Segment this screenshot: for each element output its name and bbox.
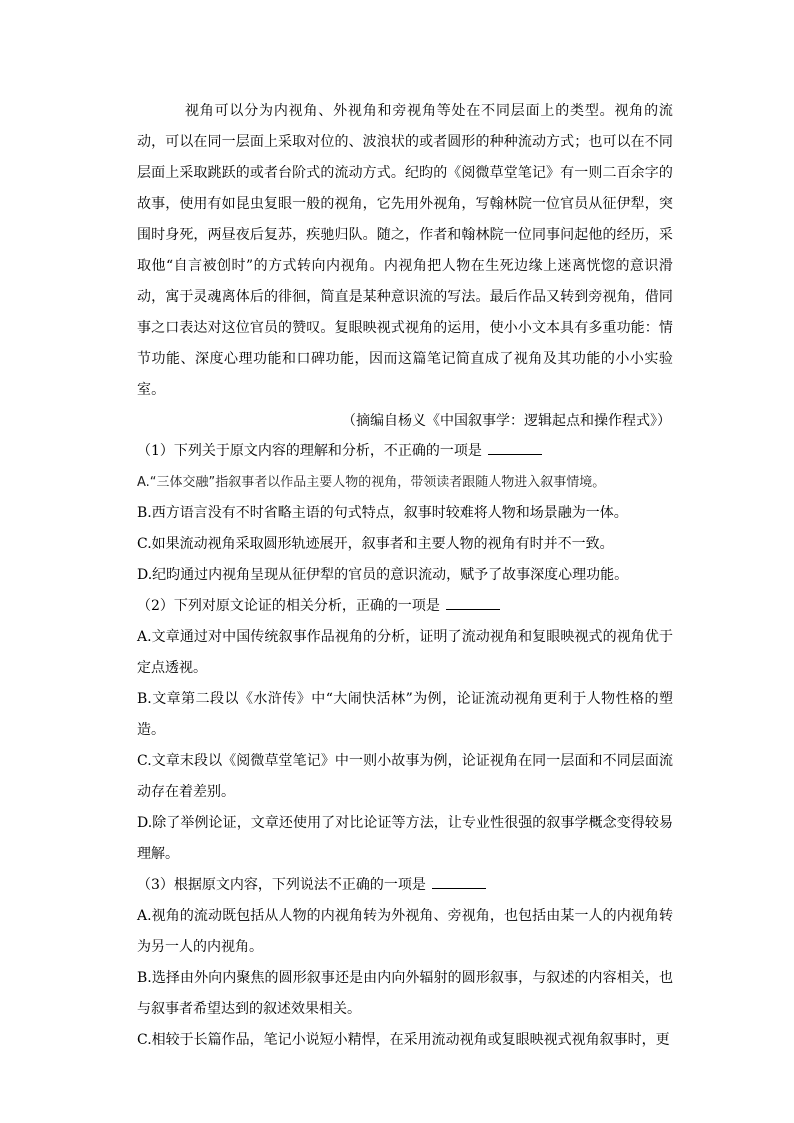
question-1-option-c: C.如果流动视角采取圆形轨迹展开，叙事者和主要人物的视角有时并不一致。 bbox=[137, 536, 614, 552]
question-2-stem bbox=[137, 591, 673, 622]
question-3-option-c: C.相较于长篇作品，笔记小说短小精悍，在采用流动视角或复眼映视式视角叙事时，更 bbox=[137, 1032, 670, 1048]
question-2-option-a: A.文章通过对中国传统叙事作品视角的分析，证明了流动视角和复眼映视式的视角优于定点透视。 bbox=[137, 629, 673, 676]
document-page bbox=[137, 96, 673, 1056]
answer-blank[interactable] bbox=[432, 874, 486, 889]
question-3-option-a: A.视角的流动既包括从人物的内视角转为外视角、旁视角，也包括由某一人的内视角转为另一人的内视角。 bbox=[137, 908, 673, 955]
question-3-option-b: B.选择由外向内聚焦的圆形叙事还是由内向外辐射的圆形叙事，与叙述的内容相关，也与叙事者希望达到的叙述效果相关。 bbox=[137, 970, 673, 1017]
passage-paragraph: 视角可以分为内视角、外视角和旁视角等处在不同层面上的类型。视角的流动，可以在同一层面上采取对位的、波浪状的或者圆形的种种流动方式；也可以在不同层面上采取跳跃的或者台阶式的流动方式。纪昀的《阅微草堂笔记》有一则二百余字的故事，使用有如昆虫复眼一般的视角，它先用外视角，写翰林院一位官员从征伊犁，突围时身死，两昼夜后复苏，疾驰归队。随之，作者和翰林院一位同事问起他的经历，采取他“自言被创时”的方式转向内视角。内视角把人物在生死边缘上迷离恍惚的意识滑动，寓于灵魂离体后的徘徊，简直是某种意识流的写法。最后作品又转到旁视角，借同事之口表达对这位官员的赞叹。复眼映视式视角的运用，使小小文本具有多重功能：情节功能、深度心理功能和口碑功能，因而这篇笔记简直成了视角及其功能的小小实验室。 bbox=[137, 103, 673, 398]
question-3-stem bbox=[137, 870, 673, 901]
question-stem-text: （3）根据原文内容，下列说法不正确的一项是 bbox=[137, 877, 426, 893]
question-1-option-d: D.纪昀通过内视角呈现从征伊犁的官员的意识流动，赋予了故事深度心理功能。 bbox=[137, 567, 629, 583]
question-2-option-b: B.文章第二段以《水浒传》中“大闹快活林”为例，论证流动视角更利于人物性格的塑造。 bbox=[137, 691, 673, 738]
answer-blank[interactable] bbox=[446, 595, 500, 610]
question-2-option-c: C.文章末段以《阅微草堂笔记》中一则小故事为例，论证视角在同一层面和不同层面流动存在着差别。 bbox=[137, 753, 673, 800]
question-stem-text: （2）下列对原文论证的相关分析，正确的一项是 bbox=[137, 598, 440, 614]
question-2-option-d: D.除了举例论证，文章还使用了对比论证等方法，让专业性很强的叙事学概念变得较易理解。 bbox=[137, 815, 673, 862]
question-1-option-b: B.西方语言没有不时省略主语的句式特点，叙事时较难将人物和场景融为一体。 bbox=[137, 505, 628, 521]
answer-blank[interactable] bbox=[488, 440, 542, 455]
question-stem-text: （1）下列关于原文内容的理解和分析，不正确的一项是 bbox=[137, 443, 482, 459]
passage-source: （摘编自杨义《中国叙事学：逻辑起点和操作程式》） bbox=[342, 413, 671, 429]
question-1-stem bbox=[137, 436, 673, 467]
question-1-option-a: A.“三体交融”指叙事者以作品主要人物的视角，带领读者跟随人物进入叙事情境。 bbox=[137, 475, 606, 490]
